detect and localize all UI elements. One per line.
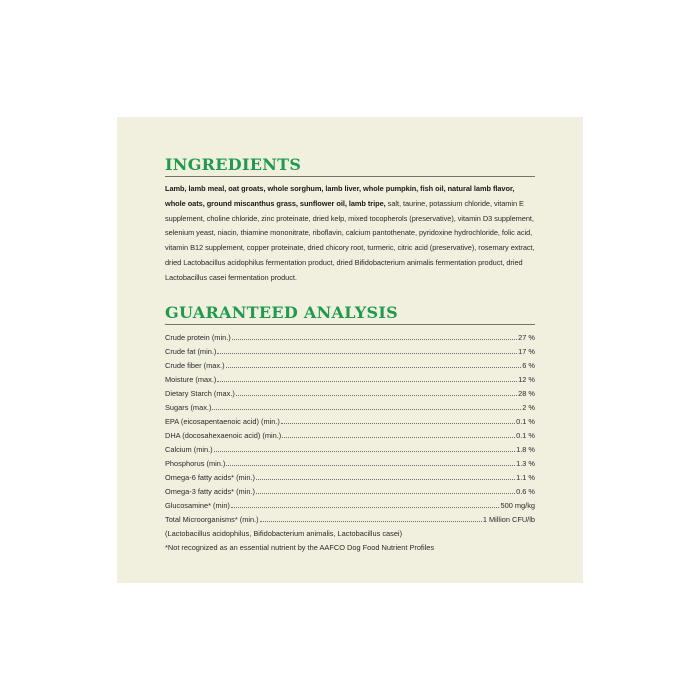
dot-leader bbox=[256, 479, 515, 480]
nutrient-label: Total Microorganisms* (min.) bbox=[165, 514, 259, 524]
aafco-footnote: *Not recognized as an essential nutrient by the AAFCO Dog Food Nutrient Profiles bbox=[165, 542, 435, 552]
dot-leader bbox=[226, 367, 522, 368]
nutrient-label: Crude fiber (max.) bbox=[165, 360, 225, 370]
analysis-row bbox=[165, 457, 535, 471]
dot-leader bbox=[232, 339, 517, 340]
analysis-row bbox=[165, 359, 535, 373]
label-content bbox=[165, 155, 535, 555]
analysis-row bbox=[165, 429, 535, 443]
dot-leader bbox=[217, 381, 517, 382]
analysis-table bbox=[165, 331, 535, 527]
nutrient-label: Crude protein (min.) bbox=[165, 332, 231, 342]
microorganisms-note: (Lactobacillus acidophilus, Bifidobacterium animalis, Lactobacillus casei) bbox=[165, 528, 403, 538]
nutrient-value: 27 % bbox=[518, 332, 535, 342]
dot-leader bbox=[212, 409, 521, 410]
nutrient-label: Omega-6 fatty acids* (min.) bbox=[165, 472, 255, 482]
guaranteed-analysis-divider bbox=[165, 324, 535, 325]
nutrient-value: 500 mg/kg bbox=[500, 500, 535, 510]
nutrient-label: Crude fat (min.) bbox=[165, 346, 217, 356]
analysis-row bbox=[165, 401, 535, 415]
nutrient-value: 2 % bbox=[522, 402, 535, 412]
ingredients-key-ingredients: Lamb, lamb meal, oat groats, whole sorghum, lamb liver, whole pumpkin, fish oil, natural lamb flavor, whole oats, ground miscanthus grass, sunflower oil, lamb tripe, bbox=[165, 184, 515, 208]
dot-leader bbox=[256, 493, 515, 494]
analysis-row bbox=[165, 485, 535, 499]
dot-leader bbox=[217, 353, 517, 354]
dot-leader bbox=[282, 437, 515, 438]
nutrient-value: 1 Million CFU/lb bbox=[482, 514, 535, 524]
nutrient-value: 6 % bbox=[522, 360, 535, 370]
nutrient-value: 0.1 % bbox=[516, 430, 535, 440]
analysis-row bbox=[165, 373, 535, 387]
nutrient-value: 1.1 % bbox=[516, 472, 535, 482]
nutrient-label: Omega-3 fatty acids* (min.) bbox=[165, 486, 255, 496]
analysis-row bbox=[165, 387, 535, 401]
nutrient-value: 28 % bbox=[518, 388, 535, 398]
guaranteed-analysis-heading: GUARANTEED ANALYSIS bbox=[165, 302, 399, 322]
nutrient-label: Glucosamine* (min) bbox=[165, 500, 230, 510]
nutrient-label: EPA (eicosapentaenoic acid) (min.) bbox=[165, 416, 280, 426]
nutrient-label: Phosphorus (min.) bbox=[165, 458, 226, 468]
nutrient-label: Moisture (max.) bbox=[165, 374, 217, 384]
nutrient-label: Sugars (max.) bbox=[165, 402, 212, 412]
dot-leader bbox=[260, 521, 482, 522]
nutrient-value: 12 % bbox=[518, 374, 535, 384]
analysis-row bbox=[165, 499, 535, 513]
analysis-row bbox=[165, 415, 535, 429]
nutrient-value: 1.3 % bbox=[516, 458, 535, 468]
ingredients-divider bbox=[165, 176, 535, 177]
dot-leader bbox=[226, 465, 515, 466]
ingredients-additional: salt, taurine, potassium chloride, vitamin E supplement, choline chloride, zinc proteinate, dried kelp, mixed tocopherols (preservative), vitamin D3 supplement, selenium yeast, niacin, thiamine mononitrate, riboflavin, calcium pantothenate, pyridoxine hydrochloride, folic acid, vitamin B12 supplement, copper proteinate, dried chicory root, turmeric, citric acid (preservative), rosemary extract, dried Lactobacillus acidophilus fermentation product, dried Bifidobacterium animalis fermentation product, dried Lactobacillus casei fermentation product. bbox=[165, 198, 535, 282]
analysis-row bbox=[165, 331, 535, 345]
dot-leader bbox=[236, 395, 517, 396]
analysis-row bbox=[165, 443, 535, 457]
label-panel bbox=[117, 117, 583, 583]
nutrient-value: 1.8 % bbox=[516, 444, 535, 454]
dot-leader bbox=[214, 451, 515, 452]
analysis-row bbox=[165, 513, 535, 527]
nutrient-value: 0.1 % bbox=[516, 416, 535, 426]
analysis-row bbox=[165, 345, 535, 359]
dot-leader bbox=[281, 423, 515, 424]
nutrient-label: Dietary Starch (max.) bbox=[165, 388, 235, 398]
analysis-row bbox=[165, 471, 535, 485]
nutrient-value: 0.6 % bbox=[516, 486, 535, 496]
nutrient-label: DHA (docosahexaenoic acid) (min.) bbox=[165, 430, 282, 440]
ingredients-heading: INGREDIENTS bbox=[165, 155, 302, 174]
nutrient-label: Calcium (min.) bbox=[165, 444, 213, 454]
ingredients-list bbox=[165, 182, 535, 286]
nutrient-value: 17 % bbox=[518, 346, 535, 356]
dot-leader bbox=[231, 507, 500, 508]
